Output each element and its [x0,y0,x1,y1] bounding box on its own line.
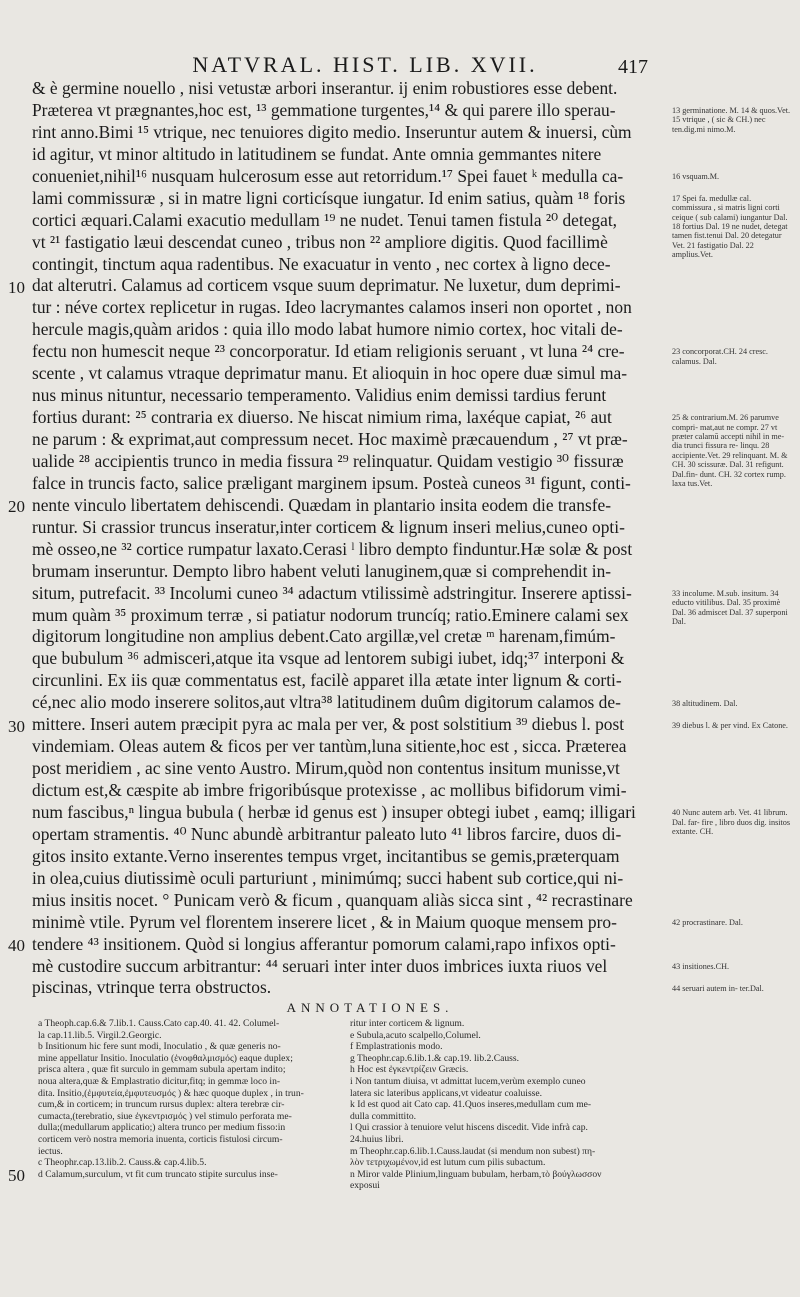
annotation-line: h Hoc est ἐγκεντρίζειν Græcis. [350,1064,469,1076]
running-title: NATVRAL. HIST. LIB. XVII. [192,52,538,77]
text-line: mè osseo,ne ³² cortice rumpatur laxato.Cerasi ˡ libro dempto finduntur.Hæ solæ & post [32,538,633,559]
line-number: 30 [8,716,25,736]
text-line: cé,nec alio modo inserere solitos,aut vltra³⁸ latitudinem duûm digitorum calamos de- [32,692,621,713]
annotation-line: prisca altera , quæ fit surculo in gemmam subula apertam indito; [38,1064,286,1076]
annotation-line: corticem verò nostra memoria inuenta, corticis fistulosi circum- [38,1133,283,1145]
annotations-title: ANNOTATIONES. [286,1000,454,1015]
text-line: vt ²¹ fastigatio læui descendat cuneo , tribus non ²² ampliore digitis. Quod facillimè [32,231,608,252]
annotation-line: d Calamum,surculum, vt fit cum truncato stipite surculus inse- [38,1168,278,1180]
text-line: & è germine nouello , nisi vetustæ arbori inserantur. ij enim robustiores esse debent. [32,78,618,98]
text-line: ne parum : & exprimat,aut compressum necet. Hoc maximè præcauendum , ²⁷ vt præ- [32,429,628,449]
text-line: piscinas, vtrinque terra obstructos. [32,977,272,998]
annotation-line: n Miror valde Plinium,linguam bubulam, herbam,τὸ βούγλωσσον [350,1168,602,1180]
annotation-line: λὸν τετριχωμένον,id est lutum cum pilis subactum. [350,1157,546,1169]
text-line: ualide ²⁸ accipientis trunco in media fissura ²⁹ relinquatur. Quidam vestigio ³⁰ fissuræ [32,450,624,471]
text-line: nente vinculo libertatem dehiscendi. Quædam in plantario insita eodem die transfe- [32,494,612,515]
text-line: fortius durant: ²⁵ contraria ex diuerso. Ne hiscat nimium rima, laxéque capiat, ²⁶ aut [32,407,612,428]
text-line: contingit, tinctum aqua radentibus. Ne exacuatur in vento , nec cortex à ligno dece- [32,253,611,274]
line-number: 40 [8,936,25,956]
main-text-column [32,78,662,999]
text-line: conueniet,nihil¹⁶ nusquam hulcerosum esse aut retorridum.¹⁷ Spei fauet ᵏ medulla ca- [32,165,624,186]
text-line: nus minus nituntur, necessario temperamento. Validius enim demissi tardius ferunt [32,385,607,406]
annotation-line: a Theoph.cap.6.& 7.lib.1. Causs.Cato cap.40. 41. 42. Columel- [38,1018,280,1029]
text-line: mius insitis nocet. ° Punicam verò & ficum , quanquam aliàs sicca sint , ⁴² recrastinare [32,889,633,910]
annotation-line: m Theophr.cap.6.lib.1.Causs.laudat (si mendum non subest) πη- [350,1145,596,1157]
margin-note: 33 incolume. M.sub. insitum. 34 educto vitilibus. Dal. 35 proximè Dal. 36 admiscet Dal. 37 superponi Dal. [672,588,788,627]
annotation-line: exposui [350,1180,380,1192]
annotation-line: e Subula,acuto scalpello,Columel. [350,1029,481,1041]
margin-note: 40 Nunc autem arb. Vet. 41 librum. Dal. far- fire , libro duos dig. insitos extante. CH. [672,808,791,837]
text-line: situm, putrefacit. ³³ Incolumi cuneo ³⁴ adactum vtilissimè adstringitur. Inserere aptissi- [32,582,632,603]
text-line: in olea,cuius diutissimè oculi parturiunt , minimúmq; succi habent sub cortice,qui ni- [32,867,624,888]
text-line: lami commissuræ , si in matre ligni corticísque iungatur. Id enim satius, quàm ¹⁸ foris [32,187,626,208]
text-line: num fascibus,ⁿ lingua bubula ( herbæ id genus est ) insuper obtegi iubet , eamq; illigari [32,801,636,822]
annotation-line: dulla committito. [350,1110,417,1122]
annotation-line: f Emplastrationis modo. [350,1041,443,1053]
margin-note: 39 diebus l. & per vind. Ex Catone. [672,720,788,730]
annotation-line: iectus. [38,1145,63,1157]
text-line: dat alterutri. Calamus ad corticem vsque suum deprimatur. Ne luxetur, dum deprimi- [32,275,621,296]
annotation-line: g Theophr.cap.6.lib.1.& cap.19. lib.2.Causs. [350,1052,520,1064]
margin-note: 43 insitiones.CH. [672,962,730,971]
text-line: runtur. Si crassior truncus inseratur,inter corticem & lignum inseri melius,cuneo opti- [32,516,625,537]
annotations-right-column [350,1018,660,1192]
annotation-line: latera sic lateribus applicans,vt videatur coaluisse. [350,1087,543,1099]
text-line: post meridiem , ac sine vento Austro. Mirum,quòd non contentus insitum munisse,vt [32,758,620,779]
text-line: vindemiam. Oleas autem & ficos per ver tantùm,luna sitiente,hoc est , sicca. Præterea [32,736,627,757]
annotation-line: noua altera,quæ & Emplastratio dicitur,fitq; in gemmæ loco in- [38,1075,281,1087]
text-line: id agitur, vt minor altitudo in latitudinem se fundat. Ante omnia gemmantes nitere [32,143,602,164]
annotation-line: dita. Insitio,(ἐμφυτεία,ἐμφυτευσμός ) & hæc quoque duplex , in trun- [38,1087,304,1099]
text-line: mum quàm ³⁵ proximum terræ , si patiatur nodorum truncíq; ratio.Eminere calami sex [32,604,629,625]
annotation-line: i Non tantum diuisa, vt admittat lucem,verùm exemplo cuneo [350,1075,586,1087]
annotation-line: la cap.11.lib.5. Virgil.2.Georgic. [38,1029,162,1041]
annotation-line: mine appellatur Insitio. Inoculatio (ἐνοφθαλμισμός) eaque duplex; [38,1052,293,1064]
margin-note: 23 concorporat.CH. 24 cresc. calamus. Dal. [672,347,768,366]
annotation-line: 24.huius libri. [350,1133,404,1145]
margin-note: 16 vsquam.M. [672,171,720,181]
margin-note: 38 altitudinem. Dal. [672,698,738,708]
annotation-line: l Qui crassior à tenuiore velut hiscens discedit. Vide infrà cap. [350,1122,588,1134]
text-line: digitorum longitudine non amplius debent.Cato argillæ,vel cretæ ᵐ harenam,fimúm- [32,626,616,647]
text-line: tendere ⁴³ insitionem. Quòd si longius afferantur pomorum calami,rapo infixos opti- [32,933,616,954]
annotation-line: c Theophr.cap.13.lib.2. Causs.& cap.4.lib.5. [38,1157,207,1169]
margin-note: 44 seruari autem in- ter.Dal. [672,983,764,993]
line-number: 20 [8,497,25,517]
annotation-line: cumacta,(terebratio, siue ἐγκεντρισμός ) vel stimulo perforata me- [38,1110,292,1122]
text-line: que bubulum ³⁶ admisceri,atque ita vsque ad lentorem subigi iubet, idq;³⁷ interponi & [32,648,625,669]
margin-note: 17 Spei fa. medullæ cal. commissura , si matris ligni corti ceique ( sub calami) iungantur Dal. 18 fortius Dal. 19 ne nudet, detegat tamen fist.tenui Dal. 20 detegatur Vet. 21 fastigatio Dal. 22 amplius.Vet. [672,193,788,260]
text-line: brumam inseruntur. Dempto libro habent veluti lanuginem,quæ si comprehendit in- [32,560,612,581]
annotation-line: b Insitionum hic fere sunt modi, Inoculatio , & quæ generis no- [38,1041,281,1053]
page-number: 417 [618,56,648,78]
text-line: hercule magis,quàm aridos : quia illo modo labat humore nimio cortex, hoc vitali de- [32,319,623,340]
text-line: dictum est,& cæspite ab imbre frigoribúsque protexisse , ac mollibus bifidorum vimi- [32,780,627,800]
annotation-line: ritur inter corticem & lignum. [350,1018,465,1029]
annotation-line: k Id est quod ait Cato cap. 41.Quos inseres,medullam cum me- [350,1099,592,1111]
text-line: mittere. Inseri autem præcipit pyra ac mala per ver, & post solstitium ³⁹ diebus l. post [32,714,625,735]
text-line: gitos insito extante.Verno inserentes tempus vrget, incitantibus se gemis,præterquam [32,845,620,866]
text-line: fectu non humescit neque ²³ concorporatur. Id etiam religionis seruant , vt luna ²⁴ cre- [32,341,625,362]
text-line: scente , vt calamus vtraque deprimatur manu. Et alioquin in hoc opere duæ simul ma- [32,363,627,384]
text-line: Præterea vt prægnantes,hoc est, ¹³ gemmatione turgentes,¹⁴ & qui parere illo sperau- [32,99,616,120]
annotations-left-column [38,1018,342,1180]
line-number: 50 [8,1166,25,1185]
text-line: opertam stramentis. ⁴⁰ Nunc abundè arbitrantur paleato luto ⁴¹ libros farcire, duos di- [32,823,622,844]
text-line: minimè vtile. Pyrum vel florentem inserere licet , & in Maium quoque mensem pro- [32,911,617,932]
text-line: mè custodire succum arbitrantur: ⁴⁴ seruari inter inter duos imbrices iuxta riuos vel [32,955,608,976]
text-line: cortici æquari.Calami exacutio medullam ¹⁹ ne nudet. Tenui tamen fistula ²⁰ detegat, [32,209,618,230]
line-number: 10 [8,277,25,297]
annotation-line: dulla;(medullarum applicatio;) altera trunco per medium fisso:in [38,1122,286,1134]
margin-note: 13 germinatione. M. 14 & quos.Vet. 15 vtrique , ( sic & CH.) nec ten.dig.mi nimo.M. [672,105,791,134]
annotation-line: cum,& in corticem; in truncum rursus duplex: altera terebræ cir- [38,1099,285,1111]
text-line: tur : néve cortex replicetur in rugas. Ideo lacrymantes calamos inseri non oportet , non [32,297,632,318]
text-line: rint anno.Bimi ¹⁵ vtrique, nec tenuiores digito medio. Inseruntur autem & inuersi, cùm [32,121,632,142]
margin-note: 42 procrastinare. Dal. [672,918,743,928]
margin-note: 25 & contrarium.M. 26 parumve compri- mat,aut ne compr. 27 vt præter calamū accepti nihil in me- dia trunci fissura re- linqu. 28 accipiente.Vet. 29 relinquant. M. & CH. 30 scissuræ. Dal. 31 refigunt. Dal.fin- dunt. CH. 32 cortex rump. laxa tus.Vet. [672,413,788,489]
text-line: falce in truncis facto, salice præligant marginem ipsum. Posteà cuneos ³¹ figunt, conti- [32,472,631,493]
text-line: circunlini. Ex iis quæ commentatus est, facilè apparet illa ætate inter lignum & corti- [32,670,622,691]
